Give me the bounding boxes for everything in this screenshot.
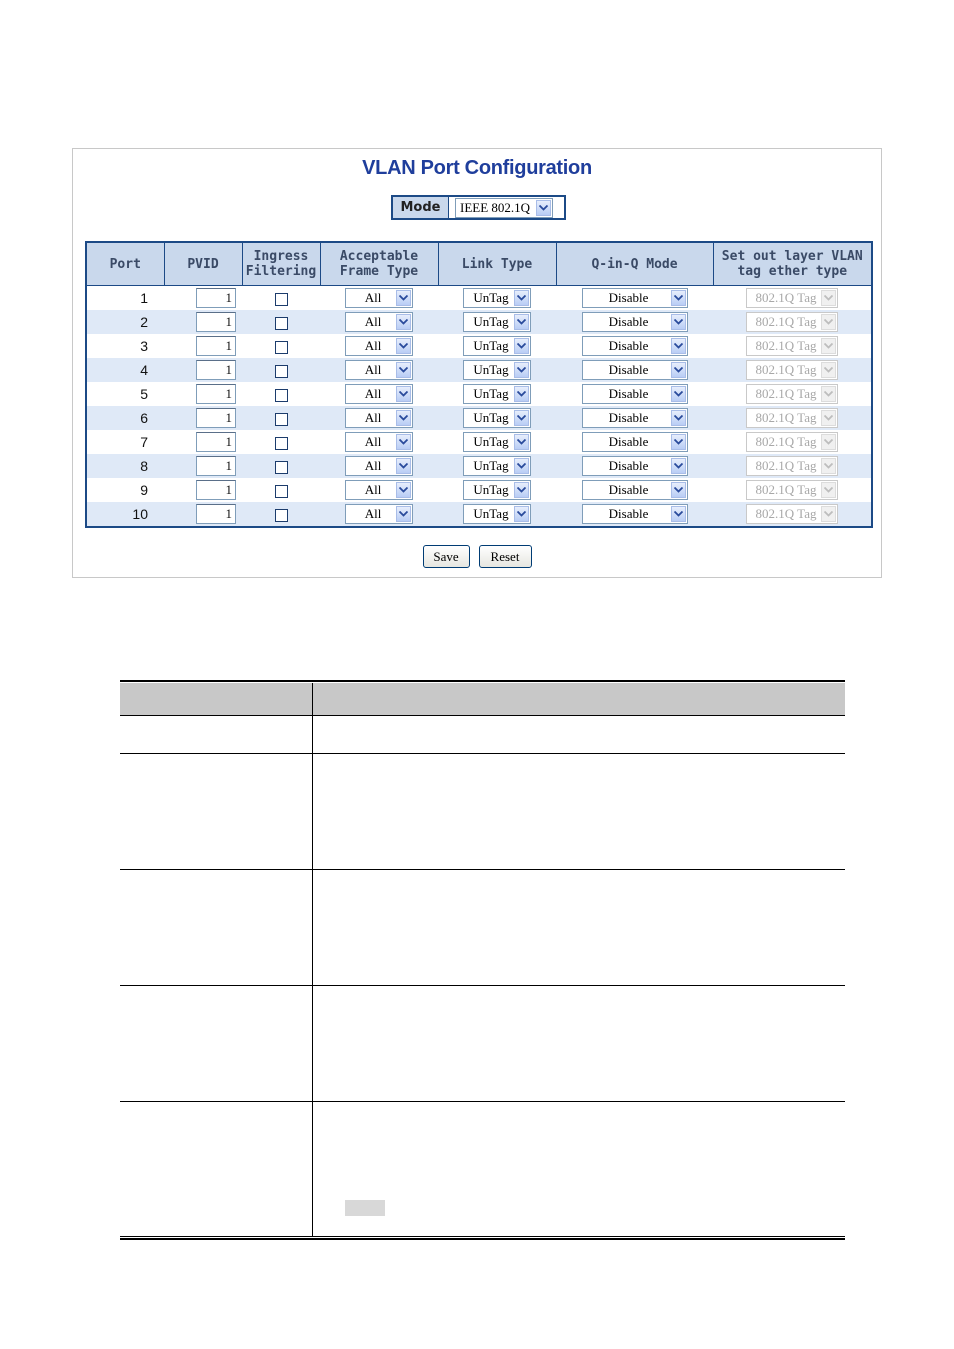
col-header-acceptable-frame-type: Acceptable Frame Type [320,243,438,286]
chevron-down-icon[interactable] [396,362,411,378]
table-row [87,358,871,382]
chevron-down-icon[interactable] [396,314,411,330]
table-row [87,382,871,406]
link-type-select-value: UnTag [473,410,509,425]
qinq-mode-select[interactable] [582,480,688,500]
link-type-select[interactable] [463,312,531,332]
port-number: 7 [87,430,164,454]
chevron-down-icon[interactable] [671,506,686,522]
chevron-down-icon[interactable] [396,386,411,402]
tag-ether-type-select-value: 802.1Q Tag [755,338,817,353]
port-number: 6 [87,406,164,430]
chevron-down-icon [821,386,836,402]
table-row [87,406,871,430]
qinq-mode-select[interactable] [582,336,688,356]
ingress-filtering-checkbox[interactable] [275,485,288,498]
frame-type-select-value: All [364,338,382,353]
link-type-select-value: UnTag [473,386,509,401]
frame-type-select[interactable] [345,288,413,308]
ingress-filtering-checkbox[interactable] [275,413,288,426]
tag-ether-type-select [746,432,838,452]
port-number: 2 [87,310,164,334]
tag-ether-type-select-value: 802.1Q Tag [755,410,817,425]
link-type-select[interactable] [463,288,531,308]
mode-label: Mode [393,197,449,218]
frame-type-select-value: All [364,482,382,497]
frame-type-select[interactable] [345,456,413,476]
tag-ether-type-select-value: 802.1Q Tag [755,386,817,401]
chevron-down-icon[interactable] [536,200,551,216]
description-row [120,869,845,985]
qinq-mode-select[interactable] [582,312,688,332]
tag-ether-type-select [746,384,838,404]
chevron-down-icon[interactable] [514,290,529,306]
chevron-down-icon [821,410,836,426]
pvid-input[interactable]: 1 [196,456,236,476]
chevron-down-icon [821,290,836,306]
frame-type-select-value: All [364,506,382,521]
chevron-down-icon[interactable] [396,338,411,354]
link-type-select-value: UnTag [473,362,509,377]
chevron-down-icon[interactable] [396,410,411,426]
frame-type-select[interactable] [345,360,413,380]
tag-ether-type-select-value: 802.1Q Tag [755,362,817,377]
tag-ether-type-select-value: 802.1Q Tag [755,314,817,329]
tag-ether-type-select-value: 802.1Q Tag [755,290,817,305]
save-button[interactable]: Save [423,545,470,568]
pvid-input[interactable]: 1 [196,504,236,524]
ingress-filtering-checkbox[interactable] [275,509,288,522]
table-row [87,454,871,478]
col-header-pvid: PVID [164,243,242,286]
qinq-mode-select-value: Disable [608,506,649,521]
tag-ether-type-select [746,408,838,428]
table-row [87,430,871,454]
chevron-down-icon [821,338,836,354]
qinq-mode-select[interactable] [582,360,688,380]
frame-type-select-value: All [364,386,382,401]
table-row [87,310,871,334]
link-type-select[interactable] [463,360,531,380]
link-type-select-value: UnTag [473,434,509,449]
frame-type-select[interactable] [345,408,413,428]
chevron-down-icon [821,314,836,330]
link-type-select-value: UnTag [473,458,509,473]
link-type-select-value: UnTag [473,290,509,305]
chevron-down-icon [821,506,836,522]
chevron-down-icon[interactable] [671,338,686,354]
chevron-down-icon[interactable] [396,290,411,306]
port-number: 3 [87,334,164,358]
description-row [120,715,845,753]
qinq-mode-select-value: Disable [608,458,649,473]
ingress-filtering-checkbox[interactable] [275,389,288,402]
description-table-header [120,682,845,715]
qinq-mode-select-value: Disable [608,314,649,329]
qinq-mode-select[interactable] [582,408,688,428]
tag-ether-type-select [746,456,838,476]
table-row [87,478,871,502]
pvid-input[interactable]: 1 [196,336,236,356]
tag-ether-type-select-value: 802.1Q Tag [755,434,817,449]
frame-type-select-value: All [364,458,382,473]
description-row [120,753,845,869]
chevron-down-icon [821,482,836,498]
qinq-mode-select[interactable] [582,456,688,476]
parameter-description-table [120,680,845,1240]
ingress-filtering-checkbox[interactable] [275,365,288,378]
col-header-tag-ether-type: Set out layer VLAN tag ether type [713,243,871,286]
port-number: 9 [87,478,164,502]
col-header-qinq-mode: Q-in-Q Mode [556,243,713,286]
pvid-input[interactable]: 1 [196,288,236,308]
ingress-filtering-checkbox[interactable] [275,317,288,330]
port-number: 1 [87,286,164,311]
chevron-down-icon[interactable] [396,434,411,450]
table-row [87,286,871,311]
ingress-filtering-checkbox[interactable] [275,437,288,450]
reset-button[interactable]: Reset [479,545,532,568]
vlan-port-config-panel [72,148,882,578]
link-type-select[interactable] [463,504,531,524]
pvid-input[interactable]: 1 [196,432,236,452]
frame-type-select-value: All [364,434,382,449]
frame-type-select-value: All [364,290,382,305]
chevron-down-icon [821,362,836,378]
description-row [120,1101,845,1236]
link-type-select[interactable] [463,336,531,356]
page-title: VLAN Port Configuration [362,157,592,179]
chevron-down-icon[interactable] [514,314,529,330]
chevron-down-icon[interactable] [396,458,411,474]
qinq-mode-select-value: Disable [608,410,649,425]
qinq-mode-select-value: Disable [608,290,649,305]
chevron-down-icon[interactable] [514,338,529,354]
qinq-mode-select[interactable] [582,384,688,404]
pvid-input[interactable]: 1 [196,384,236,404]
mode-select-value: IEEE 802.1Q [460,199,531,215]
mode-select[interactable] [455,198,553,218]
tag-ether-type-select [746,336,838,356]
frame-type-select[interactable] [345,432,413,452]
port-number: 5 [87,382,164,406]
chevron-down-icon[interactable] [671,482,686,498]
ingress-filtering-checkbox[interactable] [275,461,288,474]
highlight-chip [345,1200,385,1216]
chevron-down-icon[interactable] [514,434,529,450]
tag-ether-type-select [746,480,838,500]
table-row [87,334,871,358]
tag-ether-type-select [746,360,838,380]
chevron-down-icon[interactable] [671,434,686,450]
tag-ether-type-select-value: 802.1Q Tag [755,506,817,521]
col-header-link-type: Link Type [438,243,556,286]
link-type-select-value: UnTag [473,506,509,521]
chevron-down-icon[interactable] [671,386,686,402]
tag-ether-type-select-value: 802.1Q Tag [755,482,817,497]
frame-type-select-value: All [364,410,382,425]
frame-type-select[interactable] [345,480,413,500]
link-type-select[interactable] [463,480,531,500]
tag-ether-type-select [746,288,838,308]
chevron-down-icon[interactable] [671,290,686,306]
chevron-down-icon [821,434,836,450]
chevron-down-icon[interactable] [671,458,686,474]
qinq-mode-select[interactable] [582,288,688,308]
port-number: 10 [87,502,164,526]
link-type-select-value: UnTag [473,482,509,497]
chevron-down-icon [821,458,836,474]
link-type-select[interactable] [463,456,531,476]
tag-ether-type-select [746,504,838,524]
tag-ether-type-select-value: 802.1Q Tag [755,458,817,473]
port-number: 4 [87,358,164,382]
qinq-mode-select-value: Disable [608,362,649,377]
tag-ether-type-select [746,312,838,332]
port-number: 8 [87,454,164,478]
qinq-mode-select[interactable] [582,504,688,524]
chevron-down-icon[interactable] [514,362,529,378]
description-row [120,985,845,1101]
mode-control [391,195,566,220]
chevron-down-icon[interactable] [671,362,686,378]
chevron-down-icon[interactable] [514,482,529,498]
frame-type-select[interactable] [345,312,413,332]
frame-type-select[interactable] [345,336,413,356]
pvid-input[interactable]: 1 [196,312,236,332]
ingress-filtering-checkbox[interactable] [275,293,288,306]
form-buttons [73,545,881,568]
chevron-down-icon[interactable] [514,506,529,522]
link-type-select[interactable] [463,384,531,404]
link-type-select[interactable] [463,408,531,428]
chevron-down-icon[interactable] [396,506,411,522]
frame-type-select[interactable] [345,384,413,404]
qinq-mode-select-value: Disable [608,434,649,449]
frame-type-select[interactable] [345,504,413,524]
chevron-down-icon[interactable] [396,482,411,498]
frame-type-select-value: All [364,362,382,377]
chevron-down-icon[interactable] [514,410,529,426]
col-header-port: Port [87,243,164,286]
link-type-select-value: UnTag [473,314,509,329]
ingress-filtering-checkbox[interactable] [275,341,288,354]
port-config-table [85,241,873,528]
table-row [87,502,871,526]
chevron-down-icon[interactable] [514,458,529,474]
link-type-select[interactable] [463,432,531,452]
qinq-mode-select[interactable] [582,432,688,452]
pvid-input[interactable]: 1 [196,360,236,380]
qinq-mode-select-value: Disable [608,338,649,353]
pvid-input[interactable]: 1 [196,408,236,428]
table-header-row [87,243,871,286]
qinq-mode-select-value: Disable [608,482,649,497]
chevron-down-icon[interactable] [671,410,686,426]
col-header-ingress-filtering: Ingress Filtering [242,243,320,286]
link-type-select-value: UnTag [473,338,509,353]
pvid-input[interactable]: 1 [196,480,236,500]
chevron-down-icon[interactable] [671,314,686,330]
chevron-down-icon[interactable] [514,386,529,402]
frame-type-select-value: All [364,314,382,329]
qinq-mode-select-value: Disable [608,386,649,401]
